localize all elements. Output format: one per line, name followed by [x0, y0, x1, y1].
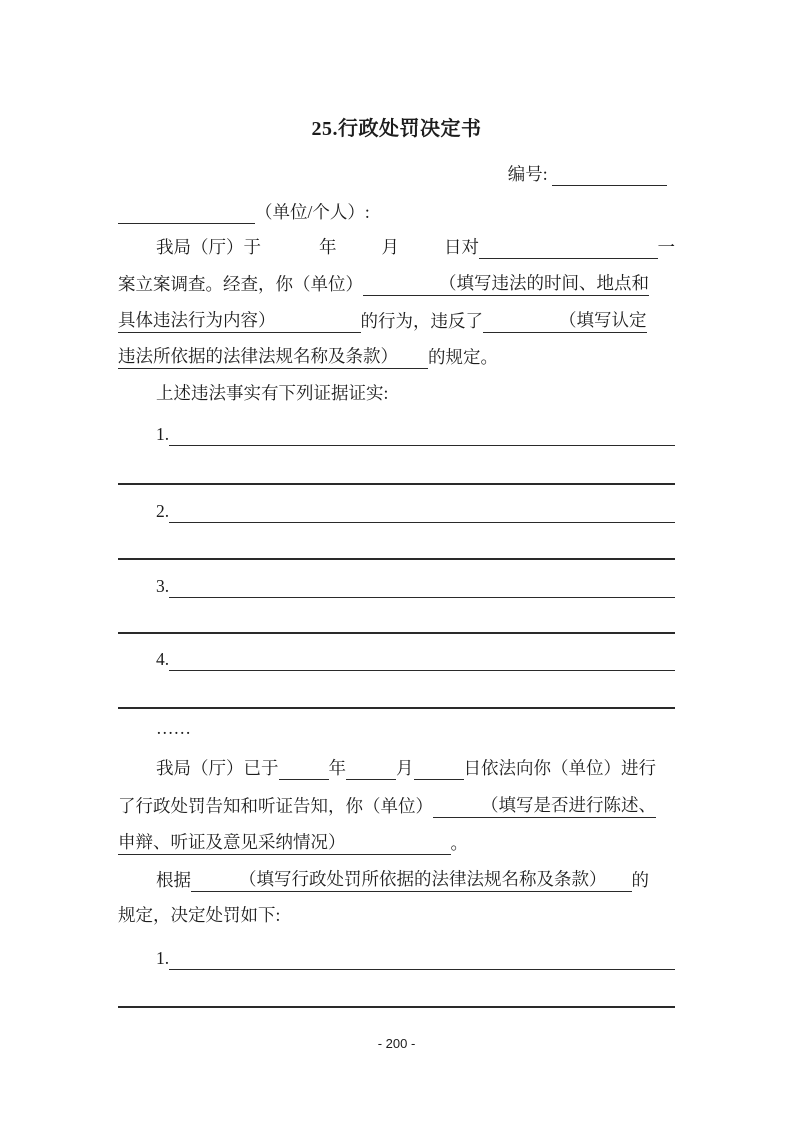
- doc-number-line: [118, 160, 675, 186]
- penalty-clause-blank[interactable]: [607, 865, 632, 892]
- instruction-underlined-text: 申辩、听证及意见采纳情况）: [118, 830, 346, 855]
- text-segment: 。: [450, 833, 468, 853]
- text-segment: 月: [396, 758, 414, 778]
- notify-day-blank[interactable]: [414, 753, 464, 780]
- text-segment: 1.: [156, 948, 170, 968]
- ellipsis-line: [118, 714, 675, 740]
- violation-content-line: [118, 307, 675, 333]
- penalty-1-continuation-blank[interactable]: [118, 980, 675, 1008]
- text-segment: 的行为，违反了: [360, 311, 483, 331]
- evidence-1-blank[interactable]: [169, 419, 675, 446]
- hearing-line: [118, 792, 675, 818]
- law-clause-blank[interactable]: [398, 342, 428, 369]
- investigation-line: [118, 270, 675, 296]
- evidence-3-blank[interactable]: [169, 571, 675, 598]
- instruction-underlined-text: 具体违法行为内容）: [118, 308, 276, 333]
- evidence-1-continuation-rule: [118, 459, 675, 485]
- text-segment: 年: [328, 758, 346, 778]
- instruction-underlined-text: （填写违法的时间、地点和: [439, 271, 649, 296]
- evidence-3-continuation-blank[interactable]: [118, 606, 675, 634]
- evidence-item-2: [118, 497, 675, 523]
- text-segment: 规定，决定处罚如下:: [118, 905, 281, 925]
- evidence-item-4: [118, 645, 675, 671]
- text-segment: 4.: [156, 649, 170, 669]
- evidence-2-continuation-blank[interactable]: [118, 532, 675, 560]
- evidence-2-continuation-rule: [118, 534, 675, 560]
- evidence-4-continuation-blank[interactable]: [118, 681, 675, 709]
- text-segment: 编号:: [507, 164, 552, 184]
- text-segment: 月: [381, 237, 399, 257]
- text-segment: 1.: [156, 424, 170, 444]
- text-segment: 案立案调查。经查，你（单位）: [118, 274, 363, 294]
- hearing-result-blank[interactable]: [346, 828, 451, 855]
- penalty-1-blank[interactable]: [169, 943, 675, 970]
- evidence-item-3: [118, 572, 675, 598]
- text-segment: 根据: [156, 870, 191, 890]
- evidence-header-line: [118, 379, 675, 405]
- penalty-basis-line: [118, 866, 675, 892]
- text-segment: （单位/个人）:: [255, 202, 370, 222]
- evidence-1-continuation-blank[interactable]: [118, 457, 675, 485]
- instruction-underlined-text: （填写是否进行陈述、: [481, 793, 656, 818]
- violated-law-blank[interactable]: [483, 306, 559, 333]
- instruction-underlined-text: （填写行政处罚所依据的法律法规名称及条款）: [239, 867, 607, 892]
- violation-behavior-blank[interactable]: [276, 306, 361, 333]
- case-subject-blank[interactable]: [479, 232, 658, 259]
- addressee-line: [118, 198, 675, 224]
- penalty-law-blank[interactable]: [191, 865, 239, 892]
- penalty-1-continuation-rule: [118, 982, 675, 1008]
- text-segment: 我局（厅）于: [156, 237, 261, 257]
- evidence-3-continuation-rule: [118, 608, 675, 634]
- document-title: 25.行政处罚决定书: [311, 118, 482, 140]
- page-number: - 200 -: [377, 1036, 416, 1051]
- addressee-name-blank[interactable]: [118, 197, 255, 224]
- text-segment: 的: [631, 870, 649, 890]
- violation-fact-blank[interactable]: [363, 269, 439, 296]
- text-segment: 我局（厅）已于: [156, 758, 279, 778]
- hearing-result-line: [118, 829, 675, 855]
- evidence-item-1: [118, 420, 675, 446]
- evidence-4-blank[interactable]: [169, 644, 675, 671]
- instruction-underlined-text: （填写认定: [559, 308, 647, 333]
- text-segment: 的规定。: [428, 347, 498, 367]
- notification-line: [118, 754, 675, 780]
- evidence-4-continuation-rule: [118, 683, 675, 709]
- statement-blank[interactable]: [433, 791, 481, 818]
- text-segment: 日依法向你（单位）进行: [463, 758, 656, 778]
- text-segment: 年: [319, 237, 337, 257]
- text-segment: 了行政处罚告知和听证告知，你（单位）: [118, 796, 433, 816]
- evidence-2-blank[interactable]: [169, 496, 675, 523]
- penalty-decision-header: [118, 901, 675, 927]
- text-segment: 日对: [444, 237, 479, 257]
- notify-year-blank[interactable]: [279, 753, 329, 780]
- text-segment: 一: [657, 237, 675, 257]
- text-segment: 3.: [156, 576, 170, 596]
- doc-number-blank[interactable]: [552, 159, 667, 186]
- text-segment: 上述违法事实有下列证据证实:: [156, 383, 389, 403]
- text-segment: ……: [156, 718, 191, 738]
- text-segment: 2.: [156, 501, 170, 521]
- case-opening-line: [118, 233, 675, 259]
- instruction-underlined-text: 违法所依据的法律法规名称及条款）: [118, 344, 398, 369]
- law-basis-line: [118, 343, 675, 369]
- notify-month-blank[interactable]: [346, 753, 396, 780]
- penalty-item-1: [118, 944, 675, 970]
